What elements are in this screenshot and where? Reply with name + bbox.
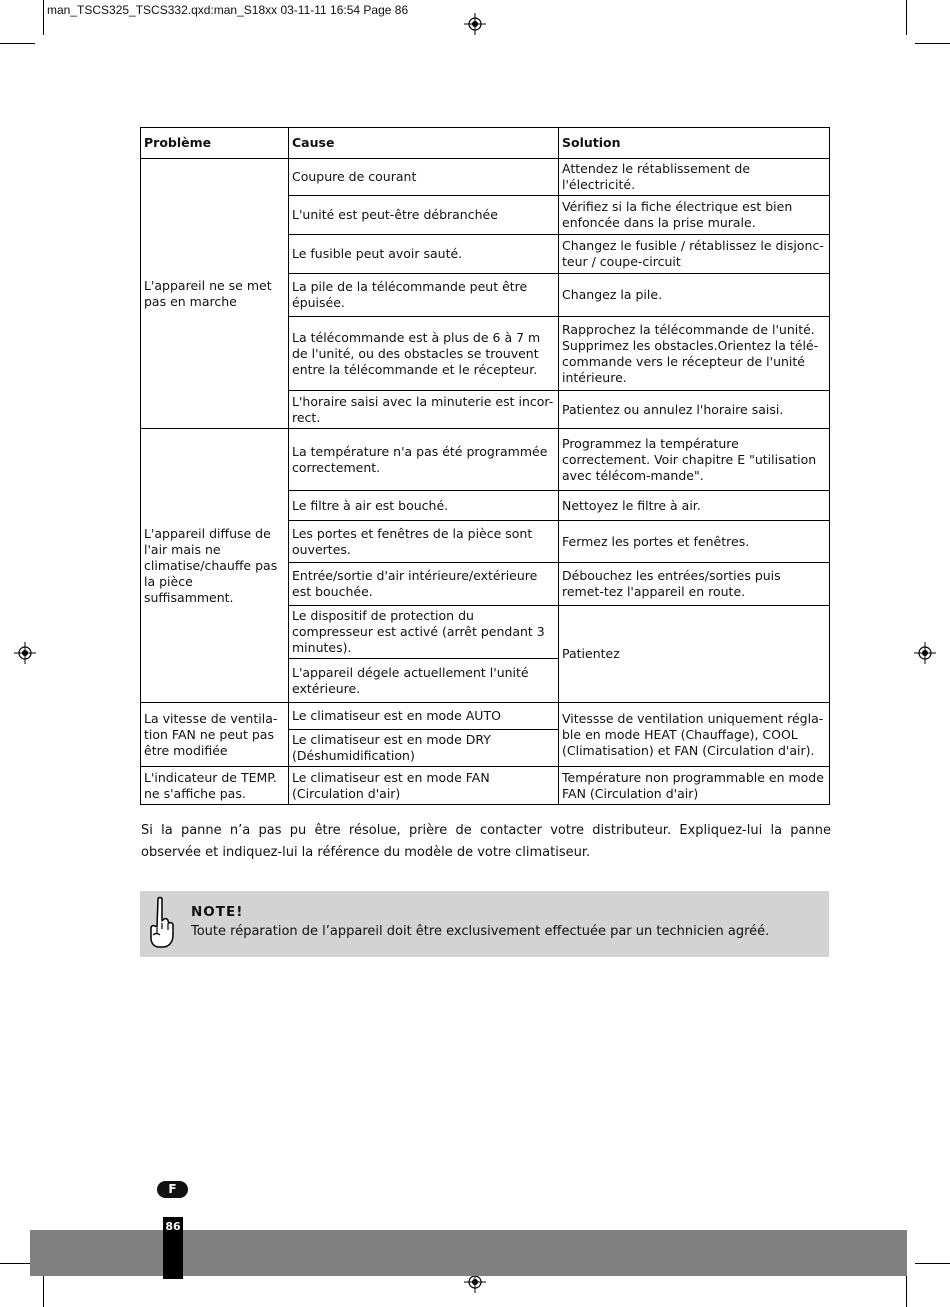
cause-cell: Le fusible peut avoir sauté. <box>289 235 559 274</box>
crop-mark-top-left-v <box>43 0 44 35</box>
solution-cell: Température non programmable en mode FAN (Circulation d'air) <box>559 767 830 805</box>
language-badge: F <box>157 1181 188 1198</box>
solution-cell: Rapprochez la télécommande de l'unité. Supprimez les obstacles.Orientez la télé-commande vers le récepteur de l'unité intérieure. <box>559 317 830 391</box>
pointing-hand-icon <box>145 895 175 951</box>
cause-cell: Les portes et fenêtres de la pièce sont ouvertes. <box>289 521 559 563</box>
note-title: NOTE! <box>191 904 244 920</box>
solution-cell: Vérifiez si la fiche électrique est bien enfoncée dans la prise murale. <box>559 196 830 235</box>
cause-cell: L'unité est peut-être débranchée <box>289 196 559 235</box>
cause-cell: Le climatiseur est en mode FAN (Circulation d'air) <box>289 767 559 805</box>
crop-mark-top-right-v <box>906 0 907 35</box>
registration-mark-right <box>914 642 936 664</box>
cause-cell: La température n'a pas été programmée correctement. <box>289 429 559 491</box>
registration-mark-left <box>14 642 36 664</box>
troubleshooting-table <box>140 127 830 805</box>
crop-mark-bottom-right-v <box>906 1272 907 1307</box>
note-box <box>140 891 829 957</box>
page-number: 86 <box>163 1217 183 1279</box>
cause-cell: Le climatiseur est en mode AUTO <box>289 703 559 730</box>
problem-cell: L'indicateur de TEMP. ne s'affiche pas. <box>141 767 289 805</box>
cause-cell: Le dispositif de protection du compresseur est activé (arrêt pendant 3 minutes). <box>289 606 559 659</box>
solution-cell: Nettoyez le filtre à air. <box>559 491 830 521</box>
crop-mark-bottom-right-h <box>915 1263 950 1264</box>
solution-cell: Vitessse de ventilation uniquement régla-ble en mode HEAT (Chauffage), COOL (Climatisation) et FAN (Circulation d'air). <box>559 703 830 767</box>
crop-mark-top-right-h <box>915 43 950 44</box>
header-solution: Solution <box>559 128 830 159</box>
cause-cell: L'appareil dégele actuellement l'unité extérieure. <box>289 659 559 703</box>
problem-cell: L'appareil diffuse de l'air mais ne climatise/chauffe pas la pièce suffisamment. <box>141 429 289 703</box>
cause-cell: La pile de la télécommande peut être épuisée. <box>289 274 559 317</box>
registration-mark-top <box>464 13 486 35</box>
solution-cell: Attendez le rétablissement de l'électricité. <box>559 159 830 196</box>
solution-cell: Patientez ou annulez l'horaire saisi. <box>559 391 830 429</box>
table-row <box>141 159 830 196</box>
problem-cell: L'appareil ne se met pas en marche <box>141 159 289 429</box>
crop-mark-top-left-h <box>0 43 35 44</box>
header-cause: Cause <box>289 128 559 159</box>
cause-cell: Coupure de courant <box>289 159 559 196</box>
solution-cell: Fermez les portes et fenêtres. <box>559 521 830 563</box>
cause-cell: Le climatiseur est en mode DRY (Déshumidification) <box>289 730 559 767</box>
cause-cell: La télécommande est à plus de 6 à 7 m de l'unité, ou des obstacles se trouvent entre la télécommande et le récepteur. <box>289 317 559 391</box>
cause-cell: Le filtre à air est bouché. <box>289 491 559 521</box>
table-row <box>141 767 830 805</box>
problem-cell: La vitesse de ventila-tion FAN ne peut pas être modifiée <box>141 703 289 767</box>
table-header-row <box>141 128 830 159</box>
solution-cell: Débouchez les entrées/sorties puis remet-tez l'appareil en route. <box>559 563 830 606</box>
solution-cell: Changez le fusible / rétablissez le disjonc-teur / coupe-circuit <box>559 235 830 274</box>
note-text: Toute réparation de l’appareil doit être exclusivement effectuée par un technicien agréé. <box>191 924 770 939</box>
table-row <box>141 429 830 491</box>
footer-bar <box>30 1230 907 1276</box>
crop-mark-bottom-left-v <box>43 1272 44 1307</box>
solution-cell: Patientez <box>559 606 830 703</box>
solution-cell: Changez la pile. <box>559 274 830 317</box>
header-problem: Problème <box>141 128 289 159</box>
table-row <box>141 703 830 730</box>
cause-cell: L'horaire saisi avec la minuterie est incor-rect. <box>289 391 559 429</box>
advice-paragraph: Si la panne n’a pas pu être résolue, prière de contacter votre distributeur. Expliquez-lui la panne observée et indiquez-lui la référence du modèle de votre climatiseur. <box>141 823 831 860</box>
print-slug: man_TSCS325_TSCS332.qxd:man_S18xx 03-11-11 16:54 Page 86 <box>47 3 409 17</box>
cause-cell: Entrée/sortie d'air intérieure/extérieure est bouchée. <box>289 563 559 606</box>
solution-cell: Programmez la température correctement. Voir chapitre E "utilisation avec télécom-mande". <box>559 429 830 491</box>
